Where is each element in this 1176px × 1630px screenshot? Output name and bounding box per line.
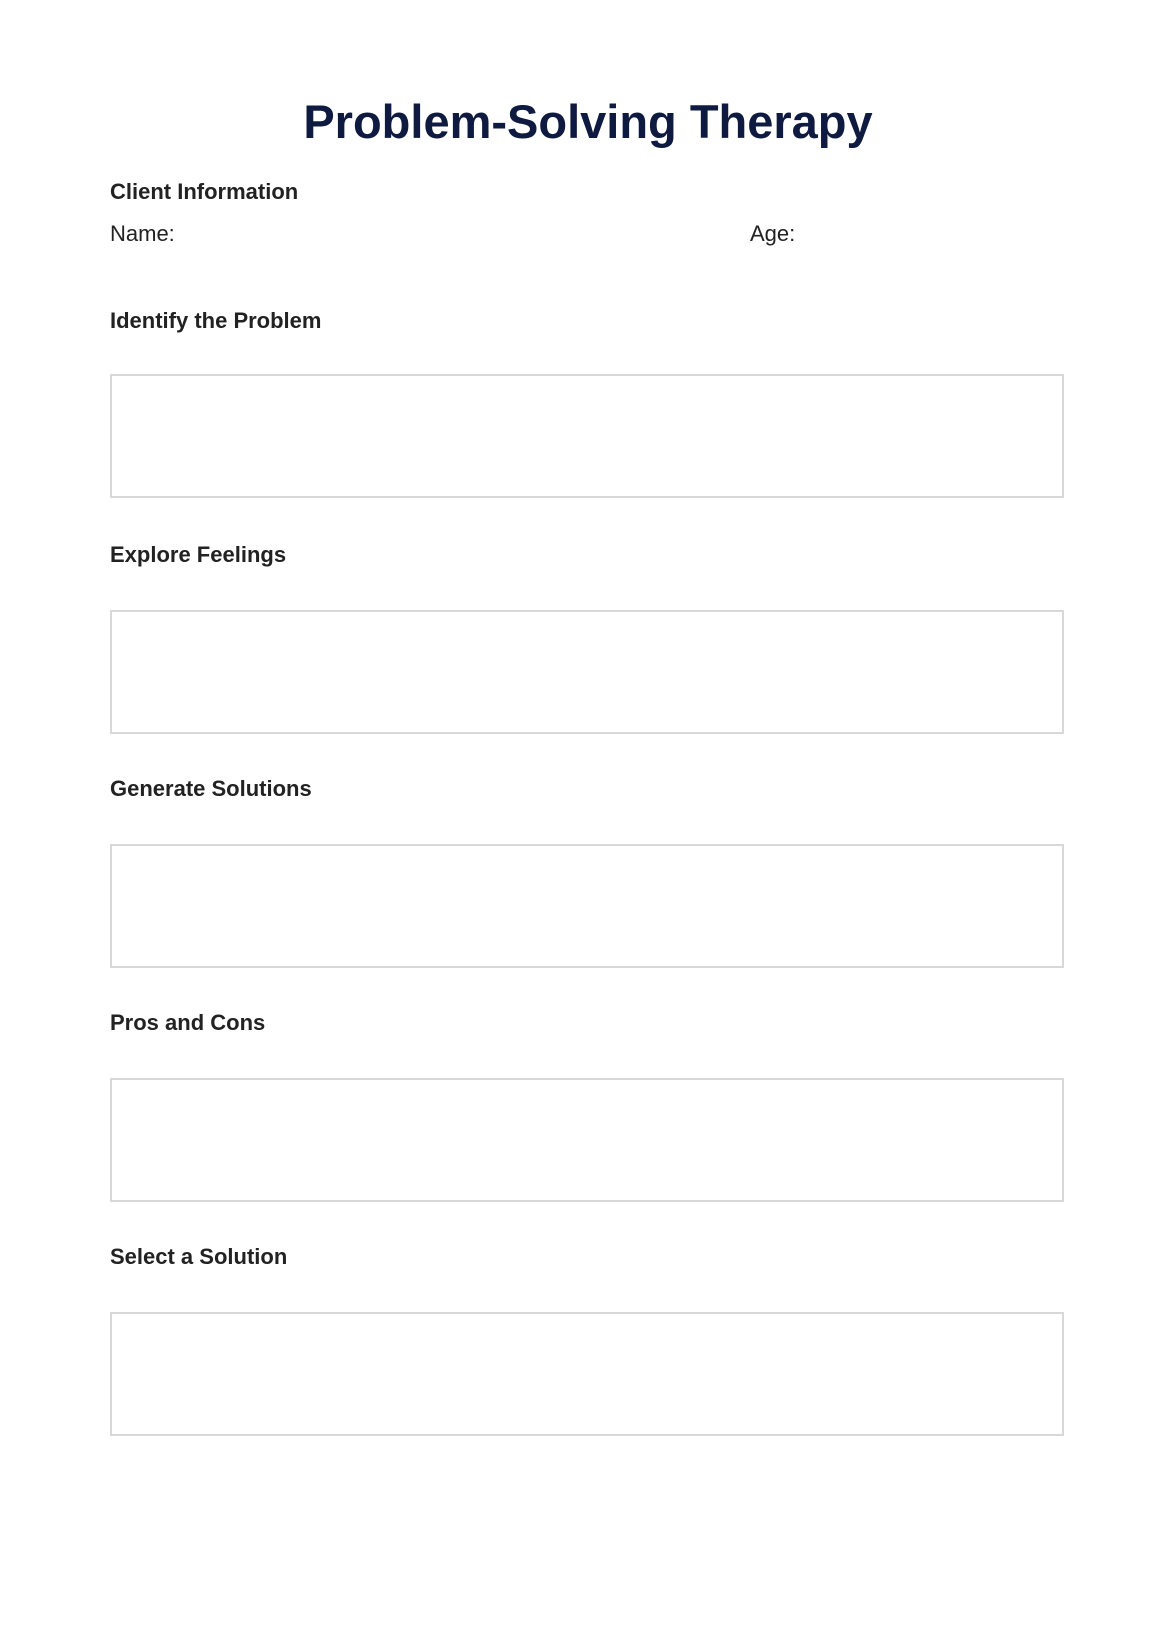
pros-and-cons-field[interactable] [110,1078,1064,1202]
identify-problem-heading: Identify the Problem [110,308,322,333]
client-information-heading: Client Information [110,179,299,204]
pros-and-cons-heading: Pros and Cons [110,1010,266,1035]
select-solution-heading: Select a Solution [110,1244,288,1269]
explore-feelings-heading: Explore Feelings [110,542,287,567]
page-title: Problem-Solving Therapy [303,95,873,148]
select-solution-field[interactable] [110,1312,1064,1436]
name-label: Name: [110,221,175,246]
generate-solutions-field[interactable] [110,844,1064,968]
age-label: Age: [750,221,796,246]
age-field[interactable] [802,220,1064,248]
identify-problem-field[interactable] [110,374,1064,498]
generate-solutions-heading: Generate Solutions [110,776,312,801]
name-field[interactable] [182,220,732,248]
explore-feelings-field[interactable] [110,610,1064,734]
